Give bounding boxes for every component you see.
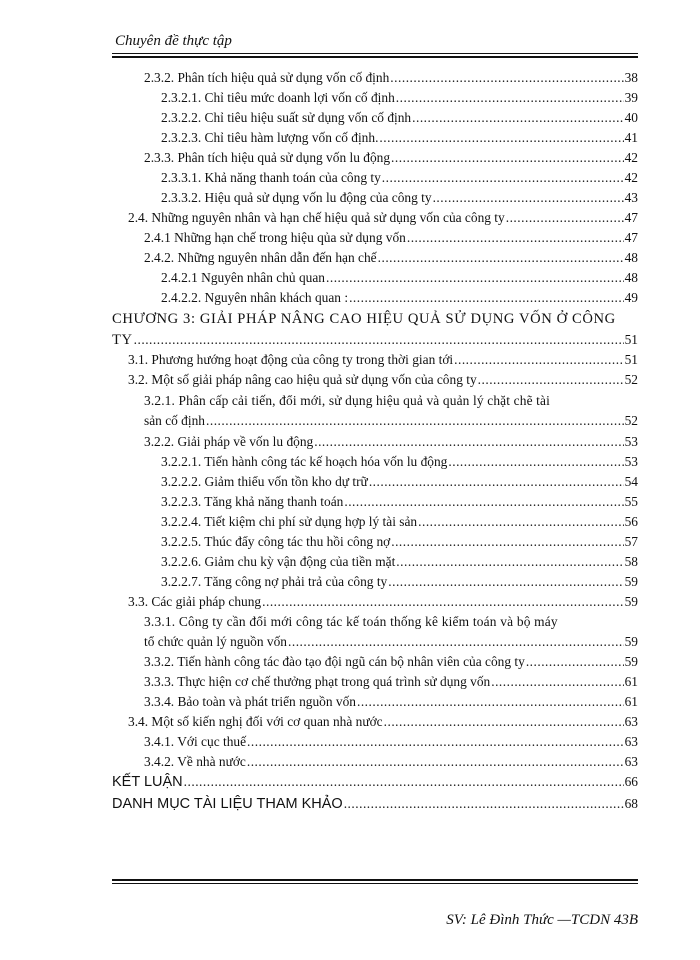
- header-title: Chuyên đề thực tập: [115, 33, 232, 49]
- toc-entry[interactable]: 2.4.2.2. Nguyên nhân khách quan : ..... 49: [161, 288, 638, 308]
- toc-entry[interactable]: 3.3.4. Bảo toàn và phát triển nguồn vốn ..... 61: [144, 692, 638, 712]
- toc-entry[interactable]: 3.2.2.4. Tiết kiệm chi phí sử dụng hợp lý tài sản ..... 56: [161, 512, 638, 532]
- toc-entry[interactable]: 3.4. Một số kiến nghị đối với cơ quan nhà nước ..... 63: [128, 712, 638, 732]
- toc-entry[interactable]: 2.3.2.3. Chỉ tiêu hàm lượng vốn cố định. ..... 41: [161, 128, 638, 148]
- footer-author: SV: Lê Đình Thức —TCDN 43B: [446, 912, 638, 928]
- toc-entry[interactable]: 3.2.2.5. Thúc đẩy công tác thu hồi công nợ ..... 57: [161, 532, 638, 552]
- toc-entry[interactable]: 2.4.2.1 Nguyên nhân chủ quan ..... 48: [161, 268, 638, 288]
- toc-entry[interactable]: 3.1. Phương hướng hoạt động của công ty trong thời gian tới ..... 51: [128, 350, 638, 370]
- toc-entry[interactable]: 3.2. Một số giải pháp nâng cao hiệu quả sử dụng vốn của công ty ..... 52: [128, 370, 638, 390]
- toc-entry[interactable]: 2.4.2. Những nguyên nhân dẫn đến hạn chế ..... 48: [144, 248, 638, 268]
- toc-entry-references[interactable]: DANH MỤC TÀI LIỆU THAM KHẢO ..... 68: [112, 794, 638, 814]
- toc-entry[interactable]: 3.4.1. Với cục thuế ..... 63: [144, 732, 638, 752]
- header-rule-thick: [112, 56, 638, 58]
- toc-entry[interactable]: 3.2.2.3. Tăng khả năng thanh toán ..... 55: [161, 492, 638, 512]
- toc-entry[interactable]: 2.3.2.1. Chỉ tiêu mức doanh lợi vốn cố định ..... 39: [161, 88, 638, 108]
- toc-entry[interactable]: 3.3.3. Thực hiện cơ chế thưởng phạt trong quá trình sử dụng vốn ..... 61: [144, 672, 638, 692]
- toc-chapter-heading[interactable]: CHƯƠNG 3: GIẢI PHÁP NÂNG CAO HIỆU QUẢ SỬ DỤNG VỐN Ở CÔNG: [112, 311, 616, 327]
- footer-rule-thick: [112, 879, 638, 881]
- toc-entry[interactable]: sản cố định ..... 52: [144, 411, 638, 431]
- toc-entry[interactable]: 2.3.2. Phân tích hiệu quả sử dụng vốn cố định ..... 38: [144, 68, 638, 88]
- toc-entry[interactable]: 2.4.1 Những hạn chế trong hiệu qủa sử dụng vốn ..... 47: [144, 228, 638, 248]
- toc-entry[interactable]: 2.4. Những nguyên nhân và hạn chế hiệu quả sử dụng vốn của công ty ..... 47: [128, 208, 638, 228]
- header-rule-thin: [112, 53, 638, 54]
- toc-entry-first-line[interactable]: 3.3.1. Công ty cần đổi mới công tác kế toán thống kê kiểm toán và bộ máy: [144, 614, 558, 629]
- toc-entry[interactable]: 3.2.2.2. Giảm thiểu vốn tồn kho dự trữ ..... 54: [161, 472, 638, 492]
- toc-entry[interactable]: TY ..... 51: [112, 330, 638, 350]
- toc-entry[interactable]: 3.3.2. Tiến hành công tác đào tạo đội ngũ cán bộ nhân viên của công ty ..... 59: [144, 652, 638, 672]
- footer-rule-thin: [112, 883, 638, 884]
- toc-entry[interactable]: 3.2.2. Giải pháp về vốn lu động ..... 53: [144, 432, 638, 452]
- toc-entry[interactable]: 3.2.2.6. Giảm chu kỳ vận động của tiền mặt ..... 58: [161, 552, 638, 572]
- toc-entry[interactable]: 3.4.2. Về nhà nước ..... 63: [144, 752, 638, 772]
- toc-entry[interactable]: 2.3.3.2. Hiệu quả sử dụng vốn lu động của công ty ..... 43: [161, 188, 638, 208]
- toc-entry[interactable]: 3.3. Các giải pháp chung ..... 59: [128, 592, 638, 612]
- toc-entry[interactable]: 2.3.2.2. Chỉ tiêu hiệu suất sử dụng vốn cố định ..... 40: [161, 108, 638, 128]
- toc-entry[interactable]: 3.2.2.7. Tăng công nợ phải trả của công ty ..... 59: [161, 572, 638, 592]
- toc-entry[interactable]: 2.3.3. Phân tích hiệu quả sử dụng vốn lu động ..... 42: [144, 148, 638, 168]
- toc-entry[interactable]: 2.3.3.1. Khả năng thanh toán của công ty ..... 42: [161, 168, 638, 188]
- toc-entry-first-line[interactable]: 3.2.1. Phân cấp cải tiến, đổi mới, sử dụng hiệu quả và quản lý chặt chẽ tài: [144, 393, 551, 408]
- toc-entry[interactable]: tổ chức quản lý nguồn vốn ..... 59: [144, 632, 638, 652]
- toc-entry-conclusion[interactable]: KẾT LUẬN ..... 66: [112, 772, 638, 792]
- toc-entry[interactable]: 3.2.2.1. Tiến hành công tác kế hoạch hóa vốn lu động ..... 53: [161, 452, 638, 472]
